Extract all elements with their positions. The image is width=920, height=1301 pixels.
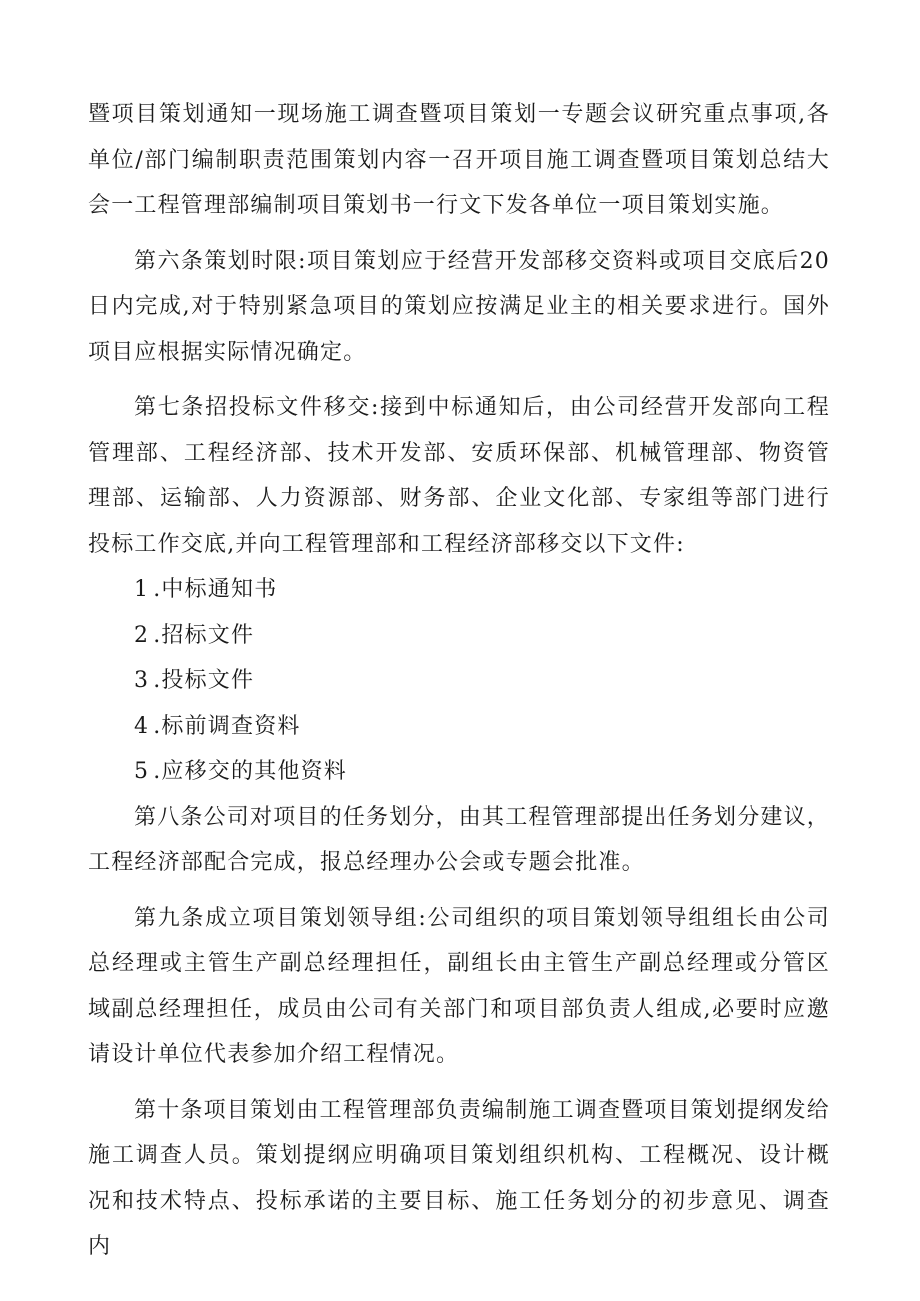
paragraph-article-6: 第六条策划时限:项目策划应于经营开发部移交资料或项目交底后20日内完成,对于特别紧急项目的策划应按满足业主的相关要求进行。国外项目应根据实际情况确定。 [88,248,830,365]
document-list [88,567,830,795]
paragraph-article-7: 第七条招投标文件移交:接到中标通知后，由公司经营开发部向工程管理部、工程经济部、技术开发部、安质环保部、机械管理部、物资管理部、运输部、人力资源部、财务部、企业文化部、专家组等部门进行投标工作交底,并向工程管理部和工程经济部移交以下文件: [88,395,830,557]
list-item-label: .中标通知书 [153,577,278,602]
paragraph-article-8: 第八条公司对项目的任务划分，由其工程管理部提出任务划分建议，工程经济部配合完成，报总经理办公会或专题会批准。 [88,804,831,875]
list-item-label: .招标文件 [153,622,255,648]
list-item-label: .标前调查资料 [153,713,301,739]
list-item-label: .投标文件 [153,668,255,693]
list-item [88,658,830,704]
paragraph-project-planning-flow: 暨项目策划通知一现场施工调查暨项目策划一专题会议研究重点事项,各单位/部门编制职责范围策划内容一召开项目施工调查暨项目策划总结大会一工程管理部编制项目策划书一行文下发各单位一项目策划实施。 [88,102,830,218]
paragraph-article-9: 第九条成立项目策划领导组:公司组织的项目策划领导组组长由公司总经理或主管生产副总经理担任，副组长由主管生产副总经理或分管区域副总经理担任，成员由公司有关部门和项目部负责人组成,必要时应邀请设计单位代表参加介绍工程情况。 [88,905,830,1067]
list-item-number: 4 [134,713,150,739]
list-item-number: 3 [134,668,150,693]
document-page [88,92,830,1280]
list-item [88,613,830,659]
list-item-number: 5 [134,759,150,784]
list-item [88,704,830,750]
paragraph-article-10: 第十条项目策划由工程管理部负责编制施工调查暨项目策划提纲发给施工调查人员。策划提纲应明确项目策划组织机构、工程概况、设计概况和技术特点、投标承诺的主要目标、施工任务划分的初步意见、调查内 [88,1097,831,1259]
list-item [88,749,830,795]
list-item [88,567,830,613]
list-item-label: .应移交的其他资料 [153,759,347,784]
list-item-number: 2 [134,622,150,648]
list-item-number: 1 [134,577,150,602]
